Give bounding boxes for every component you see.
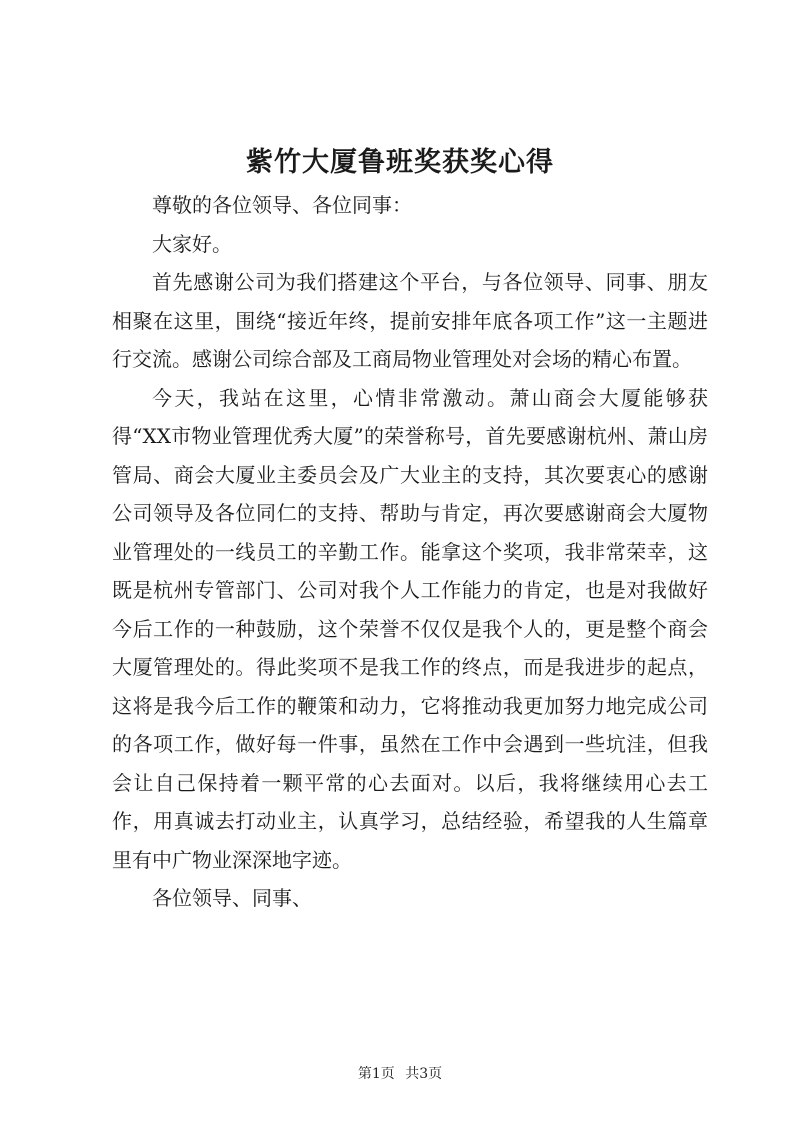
greeting-paragraph: 大家好。 — [152, 231, 232, 256]
page-total: 共3页 — [405, 1066, 443, 1082]
salutation-paragraph: 尊敬的各位领导、各位同事： — [152, 193, 412, 217]
page-footer — [0, 1063, 800, 1083]
closing-address-paragraph: 各位领导、同事、 — [152, 886, 312, 910]
main-speech-paragraph: 今天，我站在这里，心情非常激动。萧山商会大厦能够获得“XX市物业管理优秀大厦”的荣誉称号，首先要感谢杭州、萧山房管局、商会大厦业主委员会及广大业主的支持，其次要衷心的感谢公司领导及各位同仁的支持、帮助与肯定，再次要感谢商会大厦物业管理处的一线员工的辛勤工作。能拿这个奖项，我非常荣幸，这既是杭州专管部门、公司对我个人工作能力的肯定，也是对我做好今后工作的一种鼓励，这个荣誉不仅仅是我个人的，更是整个商会大厦管理处的。得此奖项不是我工作的终点，而是我进步的起点，这将是我今后工作的鞭策和动力，它将推动我更加努力地完成公司的各项工作，做好每一件事，虽然在工作中会遇到一些坑洼，但我会让自己保持着一颗平常的心去面对。以后，我将继续用心去工作，用真诚去打动业主，认真学习，总结经验，希望我的人生篇章里有中广物业深深地字迹。 — [112, 385, 708, 872]
document-body — [112, 186, 708, 918]
page-number: 第1页 — [357, 1066, 395, 1082]
document-title: 紫竹大厦鲁班奖获奖心得 — [246, 147, 554, 178]
thanks-paragraph: 首先感谢公司为我们搭建这个平台，与各位领导、同事、朋友相聚在这里，围绕“接近年终，提前安排年底各项工作”这一主题进行交流。感谢公司综合部及工商局物业管理处对会场的精心布置。 — [112, 270, 708, 371]
